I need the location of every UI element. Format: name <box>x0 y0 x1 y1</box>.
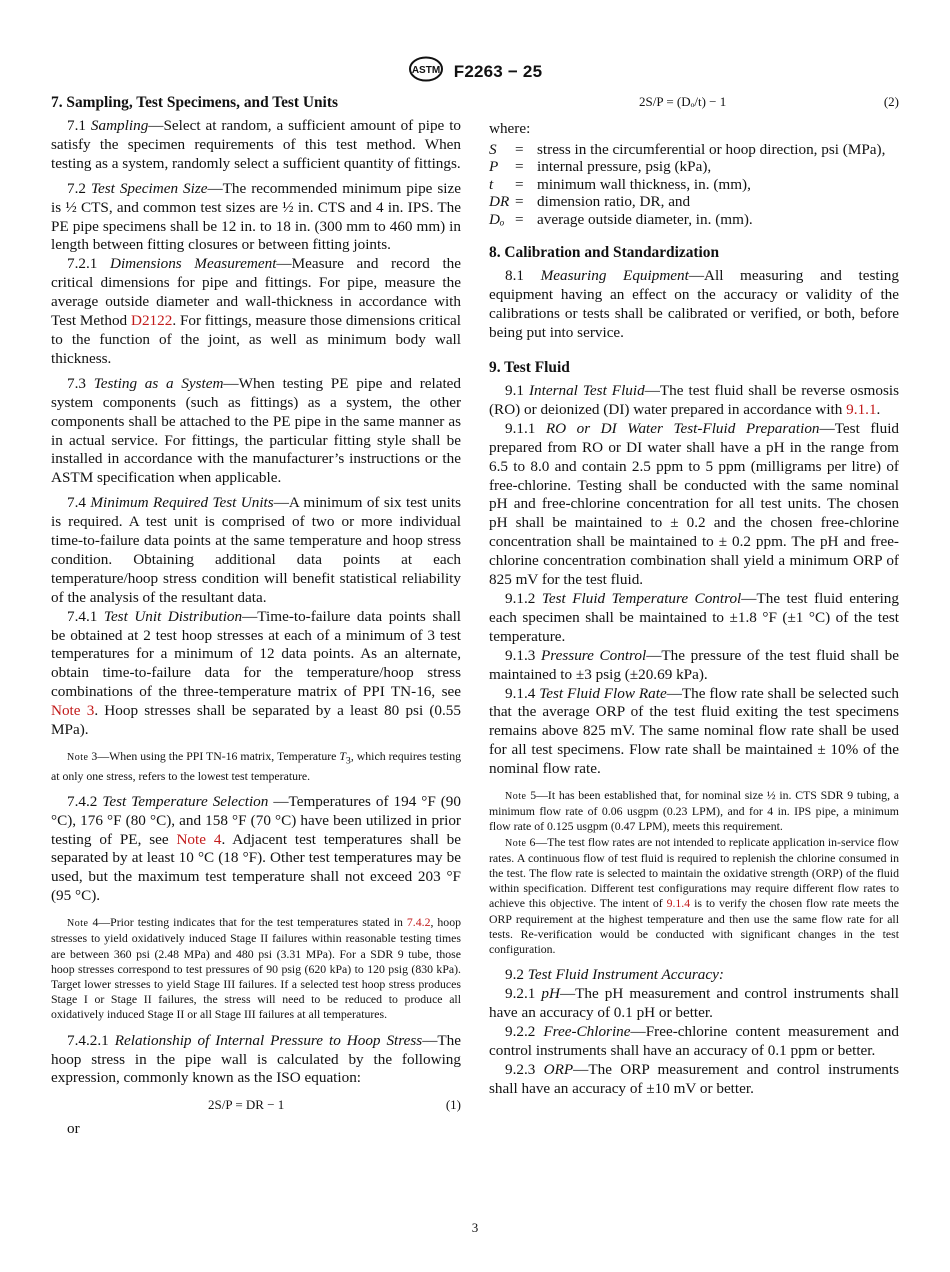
para-9-2-3: 9.2.3 ORP—The ORP measurement and control instruments shall have an accuracy of ±10 mV or better. <box>489 1060 899 1097</box>
page-header <box>0 56 950 84</box>
left-column <box>51 92 461 1139</box>
equation-1-number: (1) <box>445 1097 461 1113</box>
note-5: Note 5—It has been established that, for nominal size ½ in. CTS SDR 9 tubing, a minimum flow rate of 0.06 usgpm (0.23 LPM), and for 4 in. IPS pipe, a minimum flow rate of 0.125 usgpm (0.47 LPM), meets this requirement. <box>489 788 899 834</box>
para-7-4-2: 7.4.2 Test Temperature Selection —Temperatures of 194 °F (90 °C), 176 °F (80 °C), and 158 °F (70 °C) have been utilized in prior testing of PE, see Note 4. Adjacent test temperatures shall be separated by at least 10 °C (18 °F). Other test temperatures may be used, but the maximum test temperature shall not exceed 203 °F (95 °C). <box>51 792 461 905</box>
note-4: Note 4—Prior testing indicates that for the test temperatures stated in 7.4.2, hoop stresses to yield oxidatively induced Stage II failures within reasonable testing times are between 360 psi (2.48 MPa) and 480 psi (3.31 MPa). For a SDR 9 tube, those hoop stresses correspond to test pressures of 90 psig (620 kPa) to 120 psig (830 kPa). Target lower stresses to yield Stage III failures. If a selected test hoop stress produces Stage I or Stage II failures, the stress will need to be reduced to produce all oxidatively induced Stage II or all Stage III failures at all temperatures. <box>51 915 462 1022</box>
para-7-1: 7.1 Sampling—Select at random, a sufficient amount of pipe to satisfy the specimen requirements of this test method. When testing as a system, randomly select a sufficient quantity of fittings. <box>51 117 462 172</box>
variable-row: S = stress in the circumferential or hoop direction, psi (MPa), <box>489 140 886 158</box>
para-7-2-1: 7.2.1 Dimensions Measurement—Measure and record the critical dimensions for pipe and fittings. For pipe, measure the average outside diameter and wall-thickness in accordance with Test Method D2122. For fittings, measure those dimensions critical to the function of the joint, as well as minimum body wall thickness. <box>51 255 461 367</box>
equation-1-formula: 2S/P = DR − 1 <box>208 1097 285 1113</box>
variable-row: Dₒ = average outside diameter, in. (mm). <box>489 210 753 228</box>
or-text: or <box>67 1120 80 1138</box>
note-3: Note 3—When using the PPI TN-16 matrix, Temperature $T_3$, which requires testing at only one stress, refers to the lowest test temperature. <box>51 749 462 783</box>
where-label: where: <box>489 120 531 137</box>
link-note-3[interactable]: Note 3 <box>51 702 95 720</box>
link-9-1-1[interactable]: 9.1.1 <box>846 400 877 418</box>
para-7-4-2-1: 7.4.2.1 Relationship of Internal Pressure to Hoop Stress—The hoop stress in the pipe wall is calculated by the following expression, commonly known as the ISO equation: <box>51 1031 462 1087</box>
variable-row: t = minimum wall thickness, in. (mm), <box>489 175 751 193</box>
equation-2 <box>489 94 899 118</box>
para-8-1: 8.1 Measuring Equipment—All measuring and testing equipment having an effect on the accuracy or validity of the calibrations or tests shall be calibrated or verified, or both, before being put into service. <box>489 267 899 342</box>
svg-text:ASTM: ASTM <box>411 65 440 76</box>
section-8-heading: 8. Calibration and Standardization <box>489 244 720 262</box>
right-column <box>489 94 899 1099</box>
para-9-1-3: 9.1.3 Pressure Control—The pressure of the test fluid shall be maintained to ±3 psig (±20.69 kPa). <box>489 646 900 683</box>
variable-row: DR = dimension ratio, DR, and <box>489 193 691 211</box>
link-note-4[interactable]: Note 4 <box>176 830 222 848</box>
section-7-heading: 7. Sampling, Test Specimens, and Test Units <box>51 94 338 111</box>
note-6: Note 6—The test flow rates are not intended to replicate application in-service flow rates. A continuous flow of test fluid is required to replenish the chlorine consumed in the test. The flow rate is selected to maintain the oxidative strength (ORP) of the fluid within specification. Different test configurations may require different flow rates to achieve this objective. The intent of 9.1.4 is to verify the chosen flow rate meets the ORP requirement at the highest temperature and then use the same flow rate for all tests. Re-verification would be conducted with significant changes in the test configuration. <box>489 834 900 957</box>
variable-list <box>489 141 899 229</box>
para-9-2: 9.2 Test Fluid Instrument Accuracy: <box>505 966 724 984</box>
astm-logo-icon <box>408 56 444 87</box>
link-9-1-4[interactable]: 9.1.4 <box>666 896 691 911</box>
document-designation: F2263 − 25 <box>453 61 543 81</box>
para-7-4-1: 7.4.1 Test Unit Distribution—Time-to-failure data points shall be obtained at 2 test hoop stresses at each of a minimum of 3 test temperatures for a minimum of 12 data points. As an alternate, obtain time-to-failure data for the temperature/hoop stress combinations of the three-temperature matrix of PPI TN-16, see Note 3. Hoop stresses shall be separated by a least 80 psi (0.55 MPa). <box>51 607 462 739</box>
para-7-3: 7.3 Testing as a System—When testing PE pipe and related system components (such as fittings) as a system, the other components shall be attached to the PE pipe in the same manner as in actual service. For fittings, the particular fitting style shall be installed in accordance with the manufacturer’s instructions or the ASTM specification when applicable. <box>51 374 462 487</box>
para-9-1-1: 9.1.1 RO or DI Water Test-Fluid Preparation—Test fluid prepared from RO or DI water shall have a pH in the range from 6.5 to 8.0 and contain 2.5 ppm to 5 ppm (milligrams per litre) of free-chlorine. Testing shall be conducted with the same nominal pH and free-chlorine concentration for all test units. The chosen pH shall be maintained to ± 0.2 and the chosen free-chlorine concentration shall be maintained to ± 0.2 ppm. The pH and free-chlorine concentration combination shall yield a minimum ORP of 825 mV for the test fluid. <box>489 419 900 589</box>
para-9-2-2: 9.2.2 Free-Chlorine—Free-chlorine content measurement and control instruments shall have an accuracy of 0.1 ppm or better. <box>489 1023 899 1059</box>
equation-1 <box>51 1094 461 1118</box>
para-9-1-4: 9.1.4 Test Fluid Flow Rate—The flow rate shall be selected such that the average ORP of the test fluid exiting the test specimens remains above 825 mV. The same nominal flow rate shall be used for all test specimens. Flow rate shall be maintained ± 10% of the nominal flow rate. <box>489 684 899 778</box>
para-7-2: 7.2 Test Specimen Size—The recommended minimum pipe size is ½ CTS, and common test sizes are ½ in. CTS and 4 in. IPS. The PE pipe specimens shall be 12 in. to 18 in. (300 mm to 460 mm) in length between fitting closures or between fitting joints. <box>51 179 461 254</box>
page-number: 3 <box>471 1220 479 1235</box>
section-9-heading: 9. Test Fluid <box>489 359 570 377</box>
para-7-4: 7.4 Minimum Required Test Units—A minimum of six test units is required. A test unit is comprised of two or more individual time-to-failure data points at the same temperature and hoop stress condition. Obtaining additional data points at each temperature/hoop stress condition will benefit statistical reliability of the analysis of the resultant data. <box>51 494 462 606</box>
equation-2-formula: 2S/P = (Dₒ/t) − 1 <box>639 94 727 109</box>
variable-row: P = internal pressure, psig (kPa), <box>489 158 712 176</box>
para-9-1: 9.1 Internal Test Fluid—The test fluid shall be reverse osmosis (RO) or deionized (DI) water prepared in accordance with 9.1.1. <box>489 382 899 418</box>
link-7-4-2[interactable]: 7.4.2 <box>406 915 431 930</box>
para-9-2-1: 9.2.1 pH—The pH measurement and control instruments shall have an accuracy of 0.1 pH or better. <box>489 985 899 1022</box>
para-9-1-2: 9.1.2 Test Fluid Temperature Control—The test fluid entering each specimen shall be maintained to ±1.8 °F (±1 °C) of the test temperature. <box>489 590 899 645</box>
link-d2122[interactable]: D2122 <box>130 312 173 330</box>
equation-2-number: (2) <box>883 94 899 109</box>
